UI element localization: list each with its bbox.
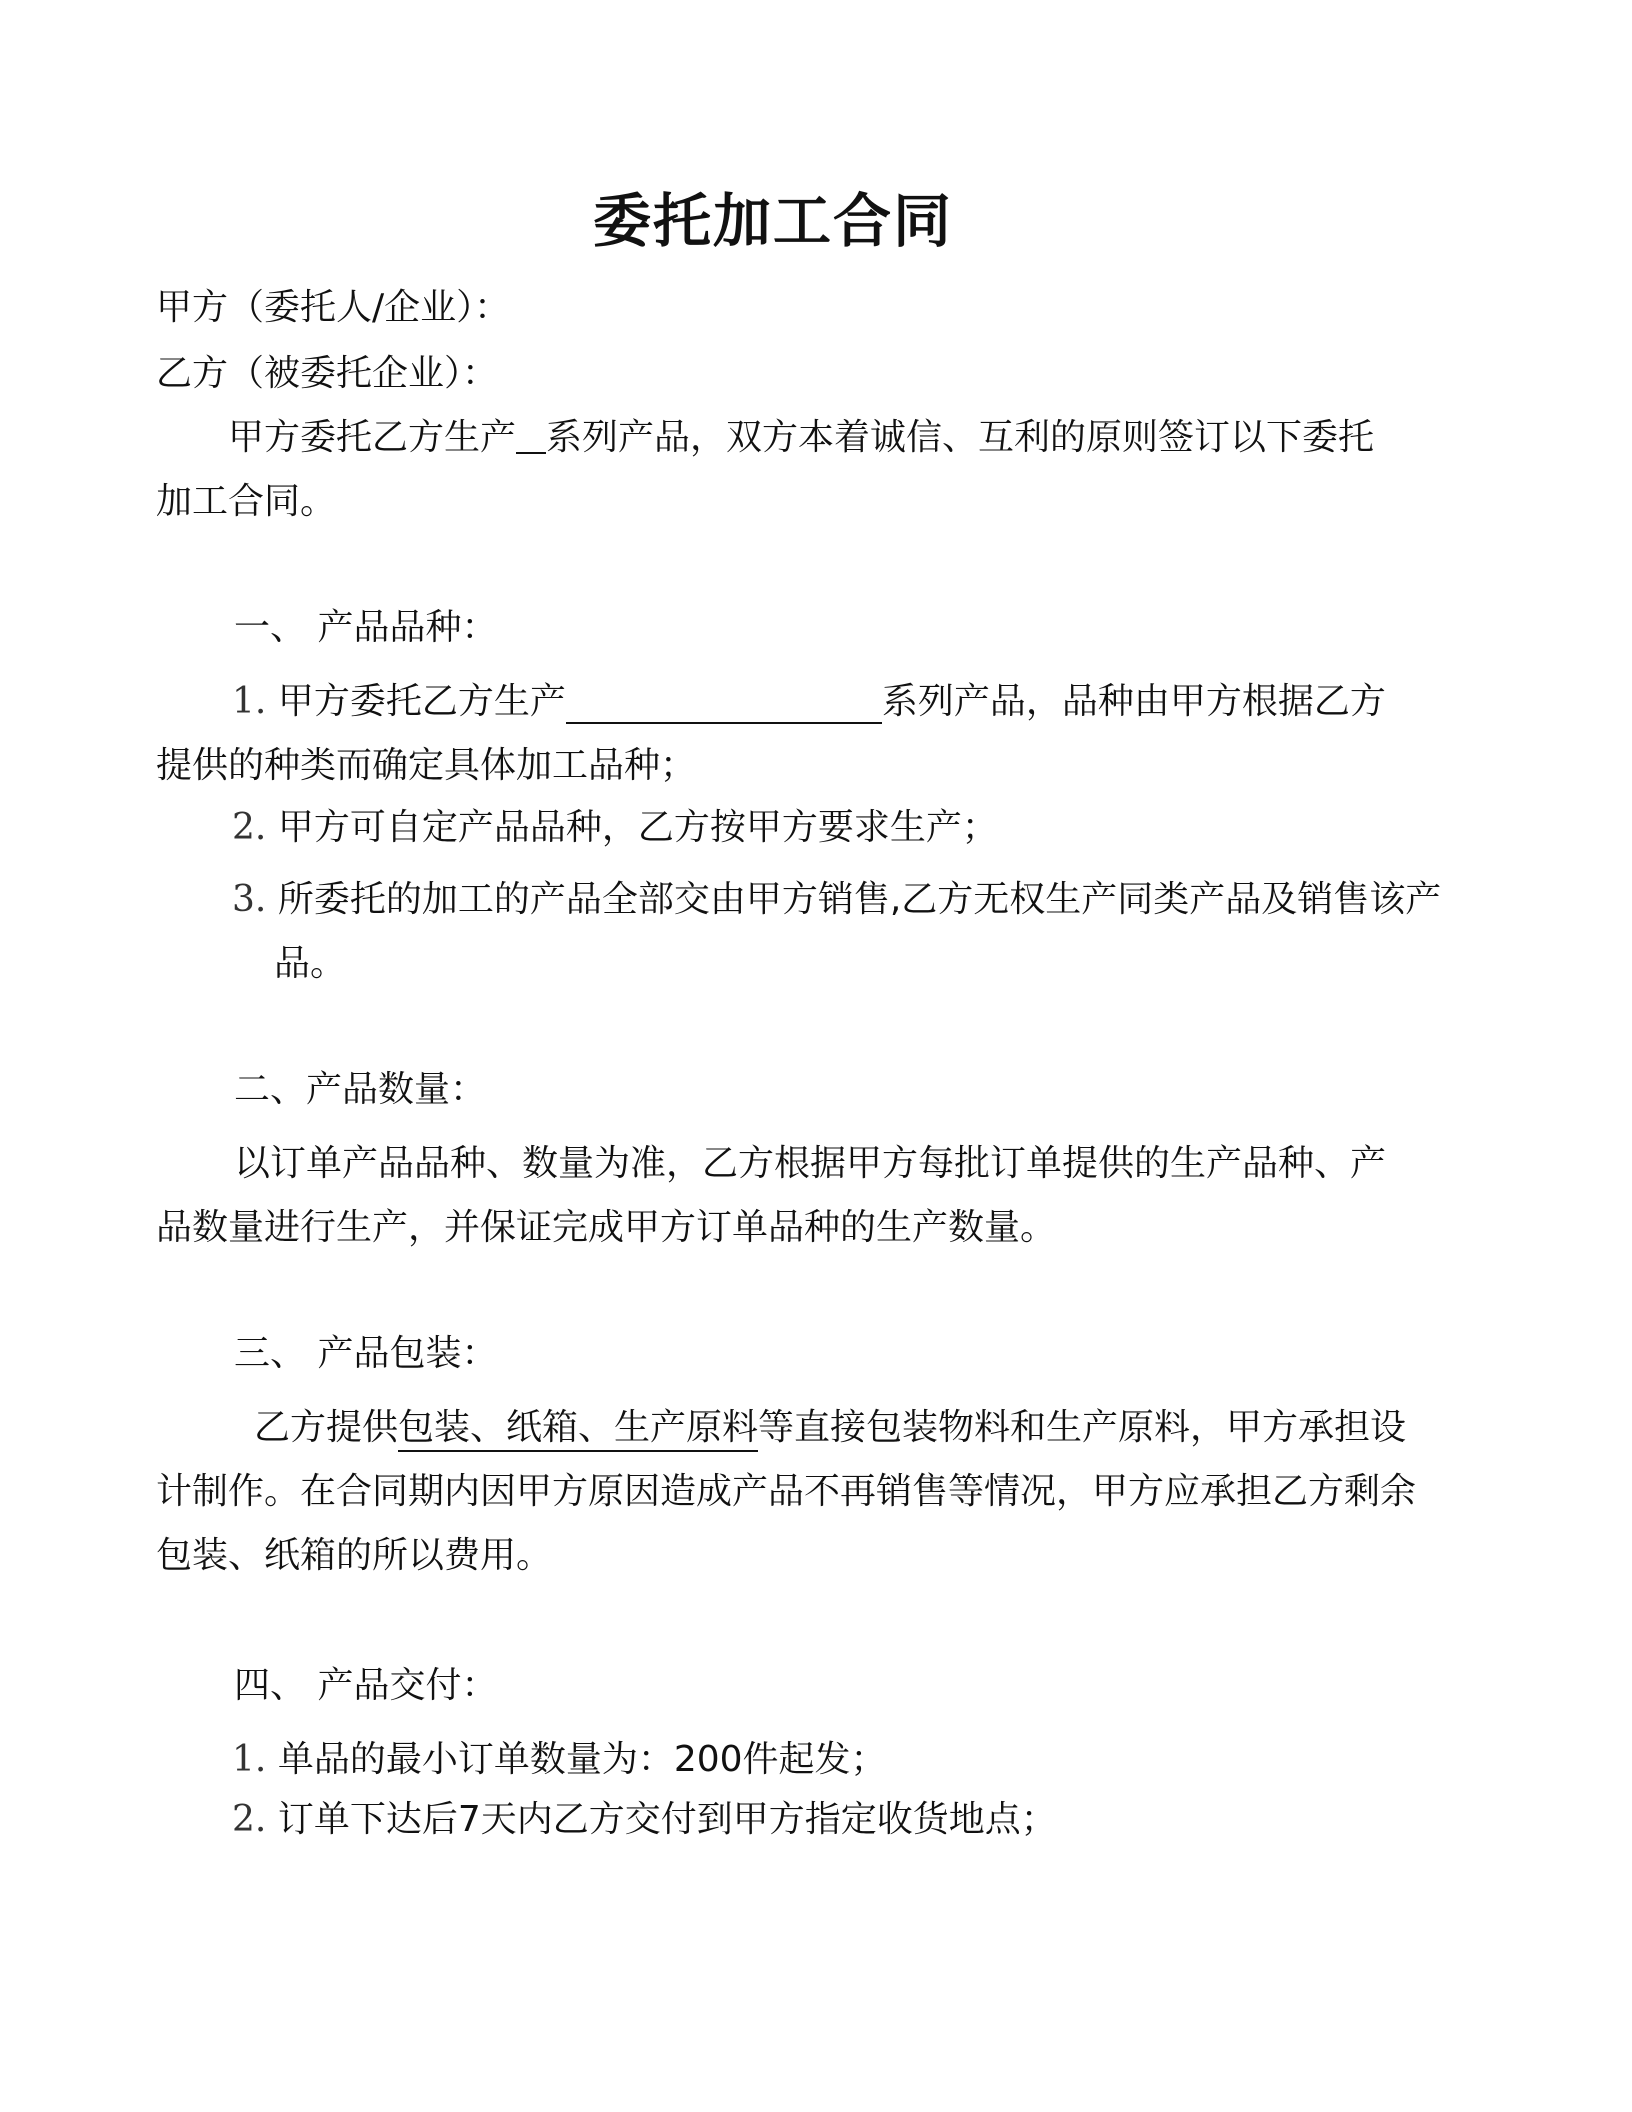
section-2-line-2: 品数量进行生产，并保证完成甲方订单品种的生产数量。 xyxy=(156,1207,1057,1248)
section-2-line-1: 以订单产品品种、数量为准，乙方根据甲方每批订单提供的生产品种、产 xyxy=(234,1143,1387,1184)
item-text: 甲方可自定产品品种，乙方按甲方要求生产； xyxy=(277,807,998,848)
section-1-item-2 xyxy=(232,804,998,852)
intro-text-pre: 甲方委托乙方生产 xyxy=(228,417,517,458)
item-number: 1. xyxy=(232,1739,267,1780)
product-blank-short xyxy=(516,414,546,454)
section-1-heading: 一、 产品品种： xyxy=(234,607,498,648)
section-4-item-2 xyxy=(232,1796,1057,1844)
item-number: 1. xyxy=(232,681,267,722)
document-title: 委托加工合同 xyxy=(592,187,953,255)
section-1-item-1-cont: 提供的种类而确定具体加工品种； xyxy=(156,745,697,786)
section-3-line-3: 包装、纸箱的所以费用。 xyxy=(156,1535,553,1576)
intro-line-1 xyxy=(228,414,1374,462)
s3-text-pre: 乙方提供 xyxy=(254,1407,399,1448)
intro-line-2: 加工合同。 xyxy=(156,481,337,522)
section-3-line-2: 计制作。在合同期内因甲方原因造成产品不再销售等情况，甲方应承担乙方剩余 xyxy=(156,1471,1417,1512)
item-text: 所委托的加工的产品全部交由甲方销售,乙方无权生产同类产品及销售该产 xyxy=(277,879,1442,920)
item-number: 2. xyxy=(232,807,267,848)
section-4-heading: 四、 产品交付： xyxy=(234,1665,498,1706)
section-3-line-1 xyxy=(254,1404,1406,1452)
section-2-heading: 二、产品数量： xyxy=(234,1069,487,1110)
underlined-materials: 包装、纸箱、生产原料 xyxy=(398,1407,758,1452)
party-a-line: 甲方（委托人/企业）： xyxy=(156,287,511,328)
item-text: 订单下达后7天内乙方交付到甲方指定收货地点； xyxy=(277,1799,1057,1840)
product-blank-long xyxy=(566,678,882,724)
party-b-line: 乙方（被委托企业）： xyxy=(156,353,499,394)
item-text: 单品的最小订单数量为：200件起发； xyxy=(277,1739,887,1780)
section-4-item-1 xyxy=(232,1736,887,1784)
section-1-item-1 xyxy=(232,678,1386,726)
item-text-pre: 甲方委托乙方生产 xyxy=(277,681,566,722)
item-number: 3. xyxy=(232,879,267,920)
intro-text-post: 系列产品，双方本着诚信、互利的原则签订以下委托 xyxy=(546,417,1375,458)
section-3-heading: 三、 产品包装： xyxy=(234,1333,498,1374)
item-text-post: 系列产品，品种由甲方根据乙方 xyxy=(881,681,1386,722)
section-1-item-3 xyxy=(232,876,1441,924)
s3-text-post: 等直接包装物料和生产原料，甲方承担设 xyxy=(758,1407,1407,1448)
item-number: 2. xyxy=(232,1799,267,1840)
section-1-item-3-cont: 品。 xyxy=(274,943,347,984)
